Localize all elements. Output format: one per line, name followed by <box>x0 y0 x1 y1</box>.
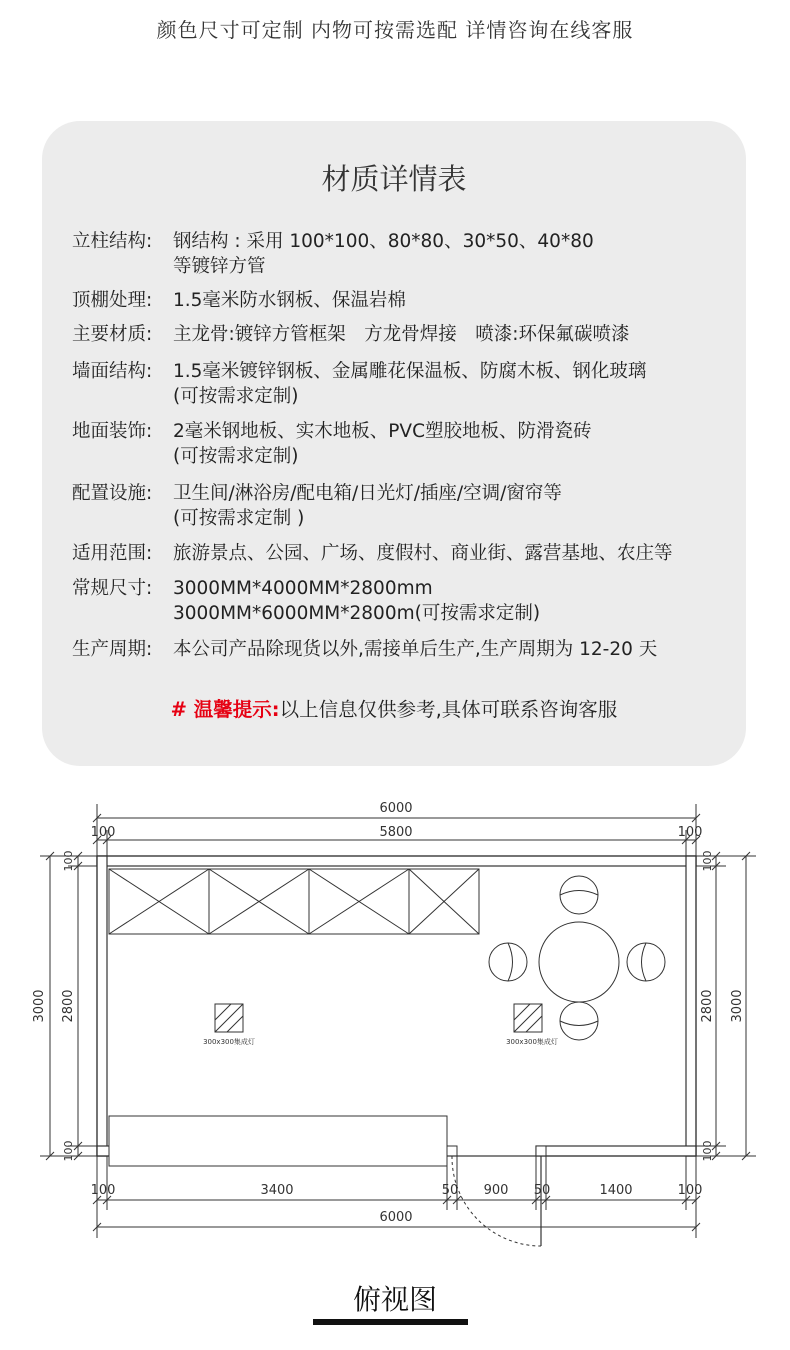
spec-label: 立柱结构: <box>72 231 153 252</box>
material-details-card <box>42 121 746 766</box>
dim-height-outer-right: 3000 <box>730 989 745 1023</box>
wall-cabinet <box>109 869 479 934</box>
spec-line: 3000MM*6000MM*2800m(可按需求定制) <box>173 603 541 624</box>
dim-bottom-door: 900 <box>483 1183 509 1198</box>
spec-label: 常规尺寸: <box>72 578 153 599</box>
door <box>452 1156 541 1246</box>
spec-label: 适用范围: <box>72 543 153 564</box>
dim-edge-label: 100 <box>677 1183 703 1198</box>
counter <box>109 1116 447 1166</box>
chair-top <box>560 876 598 914</box>
spec-row-size <box>72 576 732 626</box>
caption-underline <box>313 1319 468 1325</box>
dim-inner-top: 5800 <box>379 825 413 840</box>
spec-row-material <box>72 322 732 347</box>
spec-label: 地面装饰: <box>72 421 153 442</box>
chair-left <box>489 943 527 981</box>
chair-right <box>627 943 665 981</box>
ceiling-light-right <box>506 1004 558 1046</box>
spec-value <box>173 419 732 469</box>
dim-height-inner-right: 2800 <box>700 989 715 1023</box>
plan-caption: 俯视图 <box>352 1283 437 1316</box>
spec-line: (可按需求定制 ) <box>173 508 305 529</box>
dim-bottom-c: 1400 <box>599 1183 633 1198</box>
card-title: 材质详情表 <box>321 162 467 196</box>
spec-value: 1.5毫米防水钢板、保温岩棉 <box>173 290 406 311</box>
dim-total-bottom: 6000 <box>379 1210 413 1225</box>
spec-line: 钢结构 : 采用 100*100、80*80、30*50、40*80 <box>173 231 594 252</box>
spec-label: 主要材质: <box>72 324 153 345</box>
dim-edge-label: 100 <box>90 1183 116 1198</box>
dim-bottom-b: 50 <box>441 1183 459 1198</box>
spec-row-roof <box>72 288 732 313</box>
spec-value: 主龙骨:镀锌方管框架 方龙骨焊接 喷漆:环保氟碳喷漆 <box>173 324 630 345</box>
spec-line: (可按需求定制) <box>173 446 299 467</box>
spec-line: (可按需求定制) <box>173 386 299 407</box>
dim-edge-label: 100 <box>62 850 75 872</box>
spec-value <box>173 576 732 626</box>
dim-edge-label: 100 <box>677 825 703 840</box>
spec-line: 3000MM*4000MM*2800mm <box>173 578 433 599</box>
dim-edge-label: 100 <box>701 1140 714 1162</box>
dim-bottom-b: 50 <box>533 1183 551 1198</box>
spec-value <box>173 229 732 279</box>
spec-row-scope <box>72 541 732 566</box>
chair-bottom <box>560 1002 598 1040</box>
wall-right <box>686 856 696 1156</box>
dim-edge-label: 100 <box>90 825 116 840</box>
spec-value <box>173 359 732 409</box>
floor-plan-drawing <box>0 780 790 1270</box>
spec-line: 卫生间/淋浴房/配电箱/日光灯/插座/空调/窗帘等 <box>173 483 562 504</box>
spec-row-cycle <box>72 637 732 662</box>
spec-value: 本公司产品除现货以外,需接单后生产,生产周期为 12-20 天 <box>173 639 658 660</box>
spec-value: 旅游景点、公园、广场、度假村、商业街、露营基地、农庄等 <box>173 543 673 564</box>
wall-bottom-right <box>536 1146 696 1156</box>
spec-label: 墙面结构: <box>72 361 153 382</box>
dim-edge-label: 100 <box>62 1140 75 1162</box>
tip-line <box>42 694 746 722</box>
spec-line: 等镀锌方管 <box>173 256 266 277</box>
promo-banner: 颜色尺寸可定制 内物可按需选配 详情咨询在线客服 <box>156 18 634 42</box>
dim-height-outer-left: 3000 <box>32 989 47 1023</box>
dim-total-top: 6000 <box>379 801 413 816</box>
spec-row-wall <box>72 359 732 409</box>
spec-line: 2毫米钢地板、实木地板、PVC塑胶地板、防滑瓷砖 <box>173 421 592 442</box>
spec-row-column <box>72 229 732 279</box>
spec-label: 配置设施: <box>72 483 153 504</box>
spec-line: 1.5毫米镀锌钢板、金属雕花保温板、防腐木板、钢化玻璃 <box>173 361 647 382</box>
spec-row-floor <box>72 419 732 469</box>
dim-edge-label: 100 <box>701 850 714 872</box>
outer-outline <box>97 856 696 1156</box>
spec-label: 顶棚处理: <box>72 290 153 311</box>
door-jamb-right <box>536 1146 546 1156</box>
door-swing-arc <box>452 1156 541 1246</box>
tip-prefix: # 温馨提示: <box>170 698 280 721</box>
wall-left <box>97 856 107 1156</box>
walls <box>97 856 696 1156</box>
spec-row-facilities <box>72 481 732 531</box>
spec-label: 生产周期: <box>72 639 153 660</box>
dim-height-inner-left: 2800 <box>61 989 76 1023</box>
wall-top <box>97 856 696 866</box>
round-table <box>539 922 619 1002</box>
light-label: 300x300集成灯 <box>203 1038 255 1046</box>
spec-value <box>173 481 732 531</box>
ceiling-light-left <box>203 1004 255 1046</box>
light-label: 300x300集成灯 <box>506 1038 558 1046</box>
door-jamb-left <box>447 1146 457 1156</box>
dim-bottom-a: 3400 <box>260 1183 294 1198</box>
tip-text: 以上信息仅供参考,具体可联系咨询客服 <box>279 698 618 721</box>
